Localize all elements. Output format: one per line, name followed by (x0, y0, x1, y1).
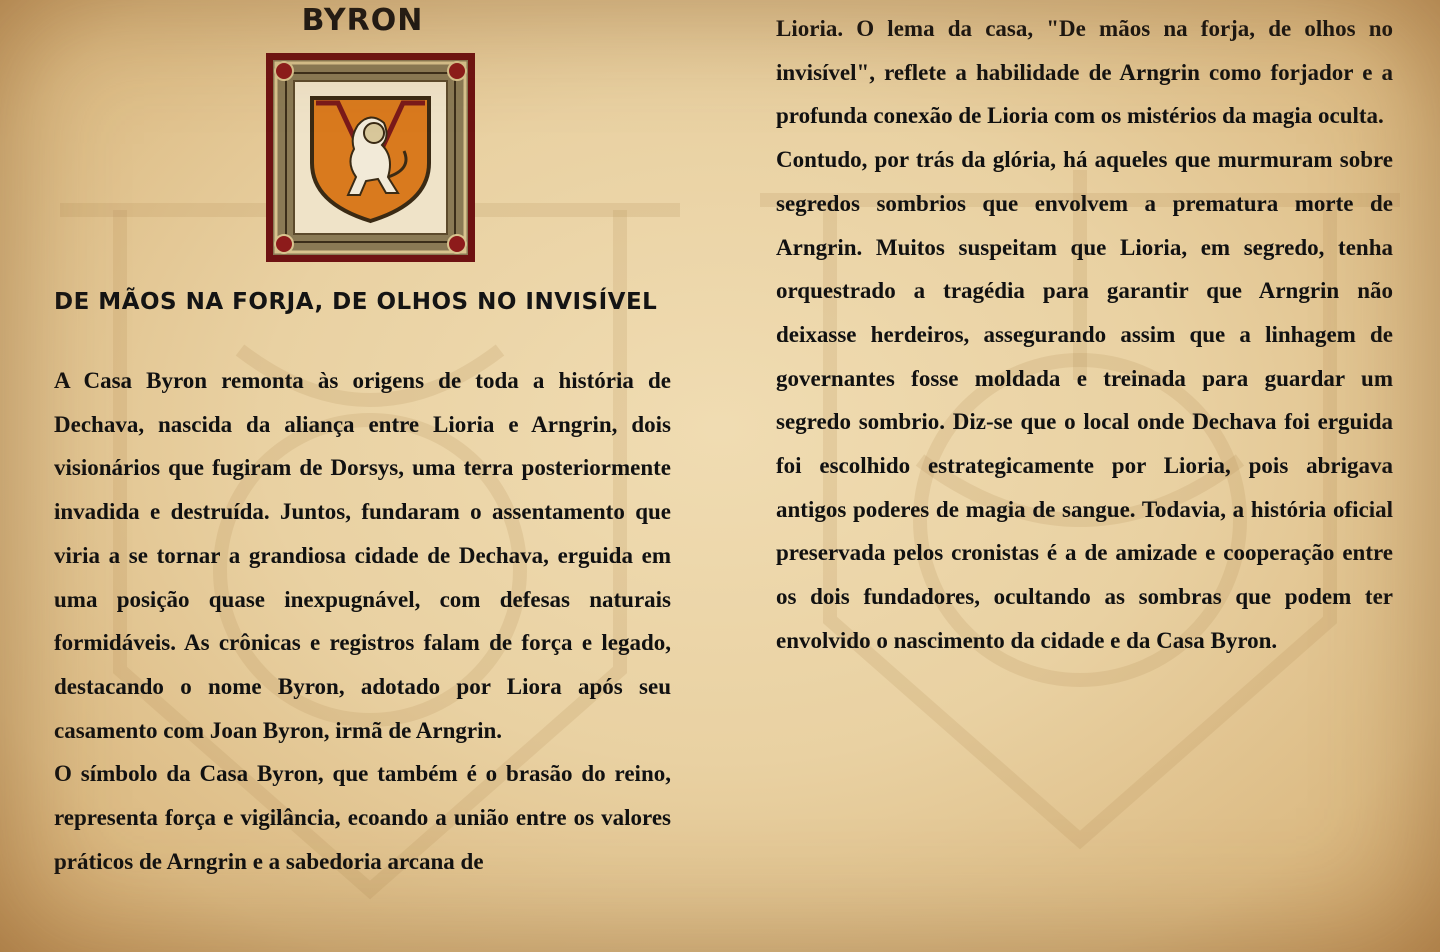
paragraph-history: A Casa Byron remonta às origens de toda a história de Dechava, nascida da aliança entre Lioria e Arngrin, dois visionários que fugiram de Dorsys, uma terra posteriormente invadida e destruída. Juntos, fundaram o assentamento que viria a se tornar a grandiosa cidade de Dechava, erguida em uma posição quase inexpugnável, com defesas naturais formidáveis. As crônicas e registros falam de força e legado, destacando o nome Byron, adotado por Liora após seu casamento com Joan Byron, irmã de Arngrin. (54, 368, 671, 743)
paragraph-dark-secrets: Contudo, por trás da glória, há aqueles que murmuram sobre segredos sombrios que envolvem a prematura morte de Arngrin. Muitos suspeitam que Lioria, em segredo, tenha orquestrado a tragédia para garantir que Arngrin não deixasse herdeiros, assegurando assim que a linhagem de governantes fosse moldada e treinada para guardar um segredo sombrio. Diz-se que o local onde Dechava foi erguida foi escolhido estrategicamente por Lioria, pois abrigava antigos poderes de magia de sangue. Todavia, a história oficial preservada pelos cronistas é a de amizade e cooperação entre os dois fundadores, ocultando as sombras que podem ter envolvido o nascimento da cidade e da Casa Byron. (776, 147, 1393, 653)
left-text-column (54, 359, 671, 883)
paragraph-symbol: O símbolo da Casa Byron, que também é o brasão do reino, representa força e vigilância, ecoando a união entre os valores práticos de Arngrin e a sabedoria arcana de (54, 761, 671, 874)
house-motto: DE MÃOS NA FORJA, DE OLHOS NO INVISÍVEL (54, 289, 658, 315)
house-crest-icon (266, 53, 475, 262)
house-title: BYRON (301, 3, 424, 38)
paragraph-motto-meaning: Lioria. O lema da casa, "De mãos na forja, de olhos no invisível", reflete a habilidade de Arngrin como forjador e a profunda conexão de Lioria com os mistérios da magia oculta. (776, 16, 1393, 129)
right-text-column (776, 7, 1393, 663)
